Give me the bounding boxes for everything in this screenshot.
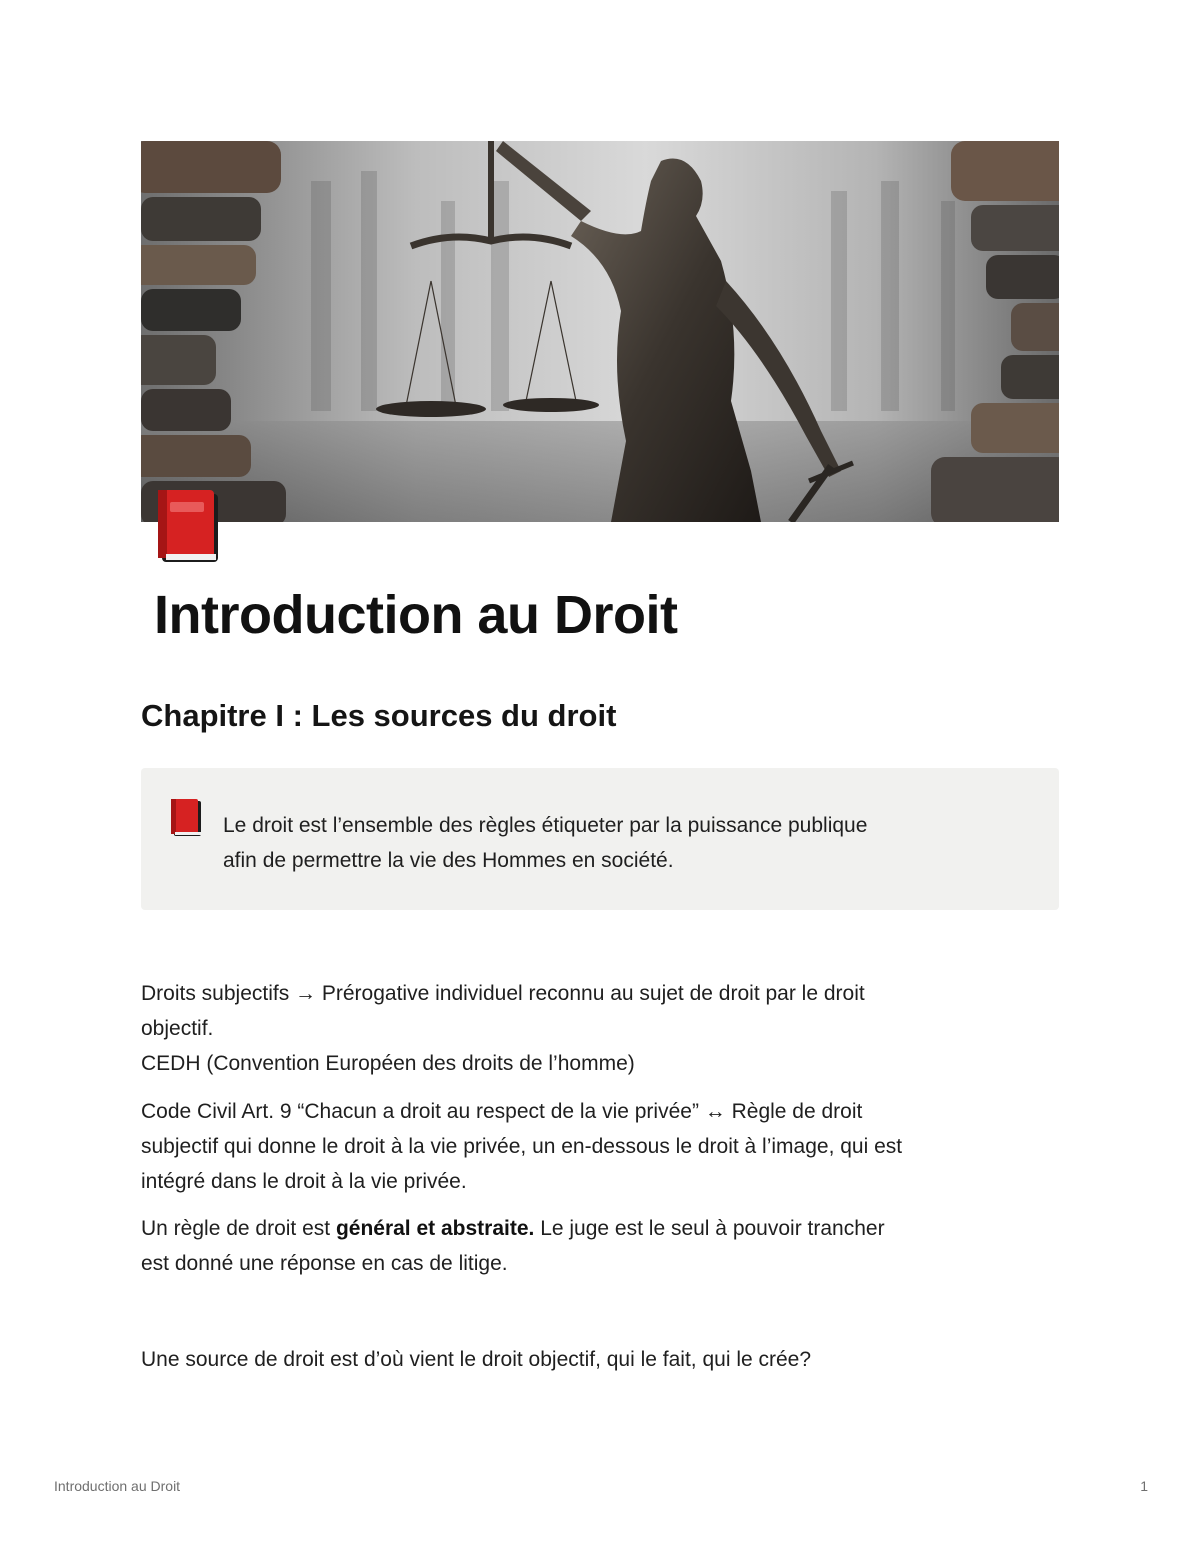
footer-page-number: 1 <box>1140 1478 1148 1494</box>
red-book-icon <box>152 488 224 566</box>
paragraph-regle-de-droit <box>141 1211 1071 1281</box>
cover-image <box>141 141 1059 522</box>
callout-text <box>223 808 1023 878</box>
paragraph-droits-subjectifs <box>141 976 1071 1081</box>
text-line <box>141 1211 1071 1246</box>
text-line: Droits subjectifs → Prérogative individuel reconnu au sujet de droit par le droit <box>141 982 865 1005</box>
text-line: est donné une réponse en cas de litige. <box>141 1252 508 1275</box>
text-line: subjectif qui donne le droit à la vie privée, un en-dessous le droit à l’image, qui est <box>141 1135 903 1158</box>
text-line: Code Civil Art. 9 “Chacun a droit au respect de la vie privée” ↔ Règle de droit <box>141 1100 863 1123</box>
bold-text: général et abstraite. <box>335 1217 535 1240</box>
paragraph-source-de-droit: Une source de droit est d’où vient le droit objectif, qui le fait, qui le crée? <box>141 1348 812 1371</box>
paragraph-code-civil <box>141 1094 1071 1199</box>
red-book-icon <box>169 798 203 838</box>
text-span: Un règle de droit est <box>141 1217 336 1240</box>
footer-doc-title: Introduction au Droit <box>54 1478 181 1494</box>
text-line: objectif. <box>141 1017 214 1040</box>
text-span: Le juge est le seul à pouvoir trancher <box>534 1217 885 1240</box>
callout-block <box>141 768 1059 910</box>
chapter-heading: Chapitre I : Les sources du droit <box>141 698 617 733</box>
callout-line: afin de permettre la vie des Hommes en société. <box>223 849 674 872</box>
text-line: intégré dans le droit à la vie privée. <box>141 1170 467 1193</box>
page-title: Introduction au Droit <box>154 585 678 645</box>
callout-line: Le droit est l’ensemble des règles étiqueter par la puissance publique <box>223 814 868 837</box>
text-line: CEDH (Convention Européen des droits de l’homme) <box>141 1052 635 1075</box>
